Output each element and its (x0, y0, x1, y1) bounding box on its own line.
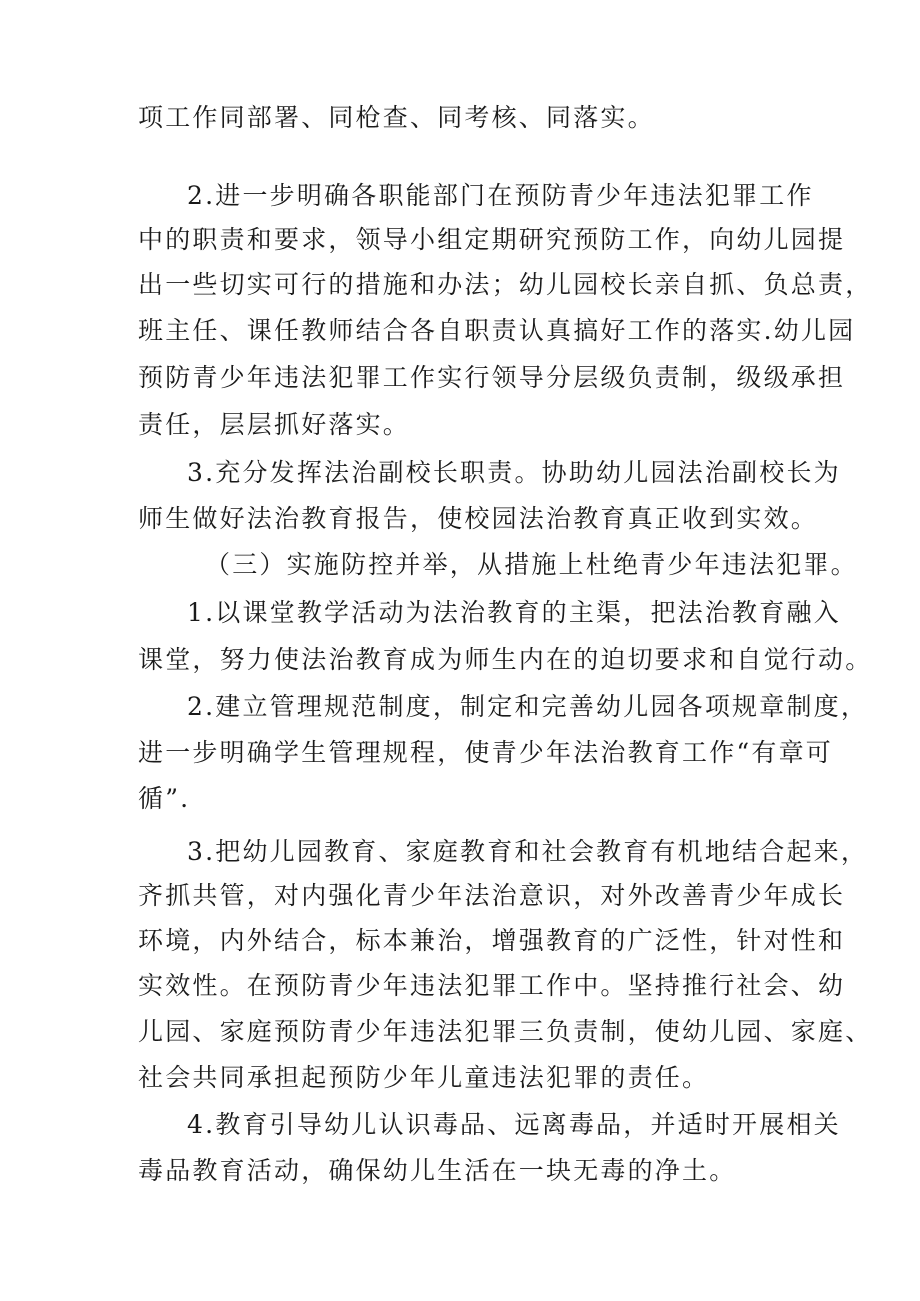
text-line-7: 责任，层层抓好落实。 (138, 410, 411, 439)
text-line-13: 2.建立管理规范制度，制定和完善幼儿园各项规章制度， (187, 692, 869, 721)
text-line-9: 师生做好法治教育报告，使校园法治教育真正收到实效。 (138, 504, 819, 533)
text-line-23: 毒品教育活动，确保幼儿生活在一块无毒的净土。 (138, 1156, 737, 1185)
text-line-11: 1.以课堂教学活动为法治教育的主渠，把法治教育融入 (187, 598, 841, 627)
text-line-2: 2.进一步明确各职能部门在预防青少年违法犯罪工作 (187, 181, 814, 210)
text-line-4: 出一些切实可行的措施和办法；幼儿园校长亲自抓、负总责， (138, 270, 873, 299)
text-line-18: 环境，内外结合，标本兼治，增强教育的广泛性，针对性和 (138, 926, 846, 955)
text-line-21: 社会共同承担起预防少年儿童违法犯罪的责任。 (138, 1063, 710, 1092)
text-line-5: 班主任、课任教师结合各自职责认真搞好工作的落实.幼儿园 (138, 316, 856, 345)
section-heading: （三）实施防控并举，从措施上杜绝青少年违法犯罪。 (205, 550, 858, 579)
text-line-8: 3.充分发挥法治副校长职责。协助幼儿园法治副校长为 (187, 458, 841, 487)
text-line-3: 中的职责和要求，领导小组定期研究预防工作，向幼儿园提 (138, 225, 846, 254)
text-line-17: 齐抓共管，对内强化青少年法治意识，对外改善青少年成长 (138, 881, 846, 910)
text-line-19: 实效性。在预防青少年违法犯罪工作中。坚持推行社会、幼 (138, 971, 846, 1000)
text-line-16: 3.把幼儿园教育、家庭教育和社会教育有机地结合起来， (187, 837, 869, 866)
text-line-1: 项工作同部署、同枪查、同考核、同落实。 (138, 103, 655, 132)
text-line-20: 儿园、家庭预防青少年违法犯罪三负责制，使幼儿园、家庭、 (138, 1017, 873, 1046)
text-line-6: 预防青少年违法犯罪工作实行领导分层级负责制，级级承担 (138, 363, 846, 392)
text-line-22: 4.教育引导幼儿认识毒品、远离毒品，并适时开展相关 (187, 1110, 841, 1139)
text-line-14: 进一步明确学生管理规程，使青少年法治教育工作“有章可 (138, 738, 833, 767)
text-line-12: 课堂，努力使法治教育成为师生内在的迫切要求和自觉行动。 (138, 645, 873, 674)
text-line-15: 循”. (138, 784, 191, 813)
